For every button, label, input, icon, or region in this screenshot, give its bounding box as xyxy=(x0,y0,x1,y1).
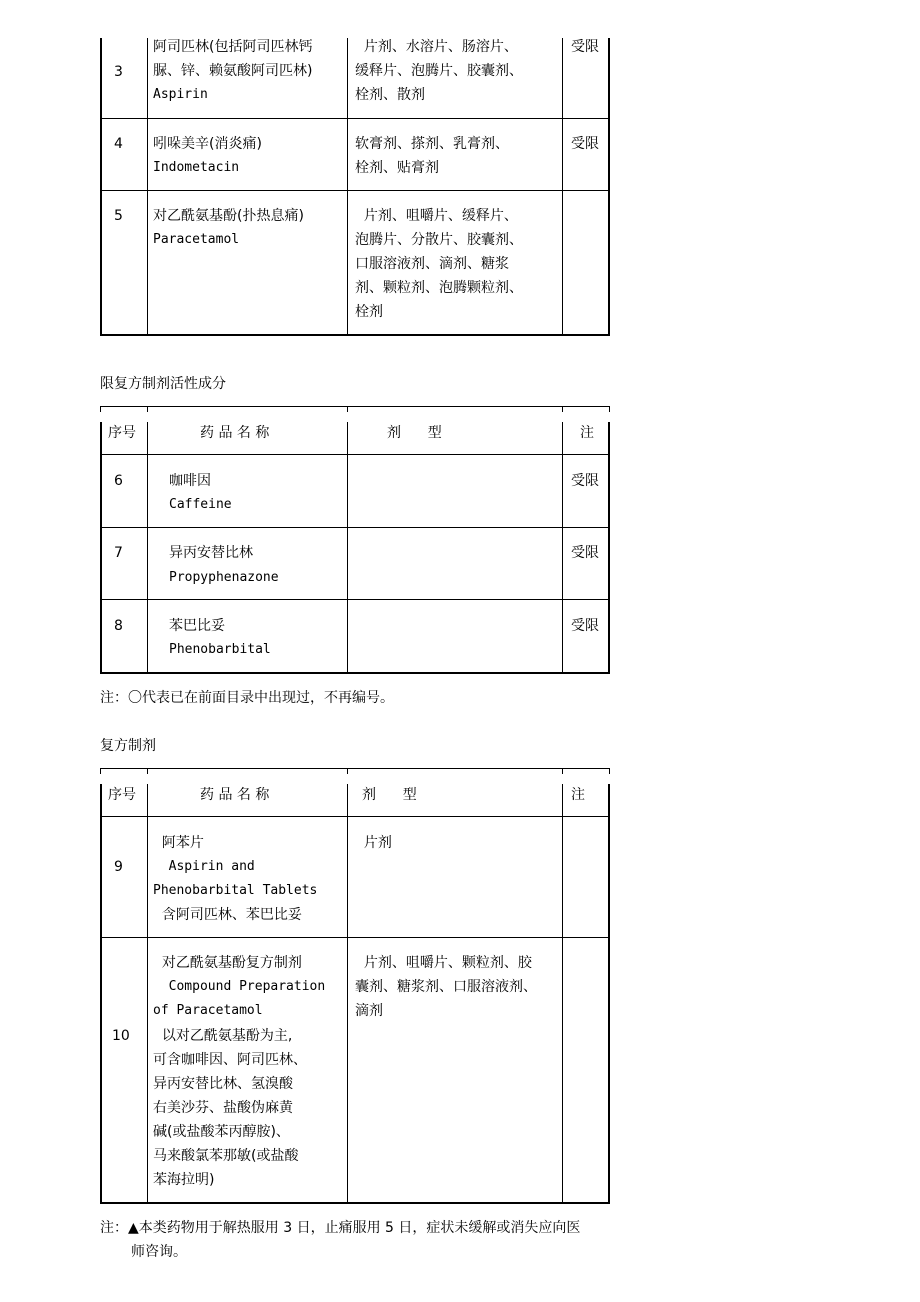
section-title: 复方制剂 xyxy=(100,738,156,754)
dosage-form-line: 缓释片、泡腾片、胶囊剂、 xyxy=(355,63,523,79)
dosage-form-line: 片剂 xyxy=(355,835,392,851)
dosage-form-line: 栓剂 xyxy=(355,304,383,320)
column-divider xyxy=(347,422,348,674)
table-border-right xyxy=(608,784,610,1204)
footnote: 注：〇代表已在前面目录中出现过，不再编号。 xyxy=(100,690,394,706)
drug-name-en: Propyphenazone xyxy=(169,570,279,585)
footnote-continued: 师咨询。 xyxy=(131,1244,187,1260)
header-form: 剂 型 xyxy=(387,425,442,441)
drug-name-line: 异丙安替比林、氢溴酸 xyxy=(153,1076,293,1092)
row-number: 3 xyxy=(114,64,123,80)
table-border-right xyxy=(608,422,610,674)
dosage-form-line: 滴剂 xyxy=(355,1003,383,1019)
note-restricted: 受限 xyxy=(571,473,599,489)
dosage-form-line: 软膏剂、搽剂、乳膏剂、 xyxy=(355,136,509,152)
note-restricted: 受限 xyxy=(571,545,599,561)
table-border-left xyxy=(100,38,102,336)
column-divider xyxy=(562,422,563,674)
dosage-form-line: 片剂、咀嚼片、缓释片、 xyxy=(355,208,518,224)
footnote: 注：▲本类药物用于解热服用 3 日，止痛服用 5 日，症状未缓解或消失应向医 xyxy=(100,1220,581,1236)
drug-name-line: 以对乙酰氨基酚为主, xyxy=(153,1028,293,1044)
row-divider xyxy=(100,599,610,600)
column-divider xyxy=(147,422,148,674)
drug-name-en: Compound Preparation xyxy=(153,979,326,994)
drug-name-cn: 咖啡因 xyxy=(169,473,211,489)
column-divider xyxy=(147,784,148,1204)
drug-name-cn: 异丙安替比林 xyxy=(169,545,253,561)
drug-name-line: 马来酸氯苯那敏(或盐酸 xyxy=(153,1148,299,1164)
header-no: 序号 xyxy=(108,787,136,803)
table-top-border xyxy=(100,406,610,407)
drug-name-line: 对乙酰氨基酚复方制剂 xyxy=(153,955,302,971)
header-note: 注 xyxy=(580,425,594,441)
row-divider xyxy=(100,937,610,938)
row-number: 7 xyxy=(114,545,123,561)
drug-name-line: 苯海拉明) xyxy=(153,1172,215,1188)
table-bottom-border xyxy=(100,1202,610,1204)
table-3 xyxy=(100,768,610,1208)
drug-name-line: 对乙酰氨基酚(扑热息痛) xyxy=(153,208,304,224)
column-divider xyxy=(562,784,563,1204)
drug-name-en: Caffeine xyxy=(169,497,232,512)
row-number: 9 xyxy=(114,859,123,875)
table-2 xyxy=(100,406,610,676)
drug-name-en: Phenobarbital xyxy=(169,642,271,657)
dosage-form-line: 剂、颗粒剂、泡腾颗粒剂、 xyxy=(355,280,523,296)
row-divider xyxy=(100,527,610,528)
drug-name-line: 阿苯片 xyxy=(153,835,204,851)
drug-name-en: Aspirin and xyxy=(153,859,255,874)
table-border-left xyxy=(100,784,102,1204)
header-name: 药 品 名 称 xyxy=(200,425,270,441)
dosage-form-line: 栓剂、散剂 xyxy=(355,87,425,103)
dosage-form-line: 栓剂、贴膏剂 xyxy=(355,160,439,176)
drug-name-en: of Paracetamol xyxy=(153,1003,263,1018)
header-divider xyxy=(100,816,610,817)
table-border-right xyxy=(608,38,610,336)
row-number: 4 xyxy=(114,136,123,152)
table-top-border xyxy=(100,768,610,769)
drug-name-line: 脲、锌、赖氨酸阿司匹林) xyxy=(153,63,313,79)
table-border-left xyxy=(100,422,102,674)
table-bottom-border xyxy=(100,672,610,674)
section-title: 限复方制剂活性成分 xyxy=(100,376,226,392)
dosage-form-line: 泡腾片、分散片、胶囊剂、 xyxy=(355,232,523,248)
drug-name-line: 碱(或盐酸苯丙醇胺)、 xyxy=(153,1124,290,1140)
drug-name-en: Paracetamol xyxy=(153,232,240,247)
row-divider xyxy=(100,118,610,119)
row-number: 10 xyxy=(112,1028,130,1044)
drug-name-en: Indometacin xyxy=(153,160,240,175)
table-1 xyxy=(100,34,610,338)
header-name: 药 品 名 称 xyxy=(200,787,270,803)
dosage-form-line: 片剂、水溶片、肠溶片、 xyxy=(355,39,518,55)
note-restricted: 受限 xyxy=(571,136,599,152)
header-note: 注 xyxy=(571,787,585,803)
drug-name-en: Aspirin xyxy=(153,87,208,102)
row-number: 8 xyxy=(114,618,123,634)
row-number: 6 xyxy=(114,473,123,489)
drug-name-en: Phenobarbital Tablets xyxy=(153,883,318,898)
header-form: 剂 型 xyxy=(362,787,417,803)
drug-name-line: 右美沙芬、盐酸伪麻黄 xyxy=(153,1100,293,1116)
table-bottom-border xyxy=(100,334,610,336)
note-restricted: 受限 xyxy=(571,618,599,634)
header-divider xyxy=(100,454,610,455)
dosage-form-line: 囊剂、糖浆剂、口服溶液剂、 xyxy=(355,979,537,995)
column-divider xyxy=(347,38,348,336)
column-divider xyxy=(147,38,148,336)
dosage-form-line: 口服溶液剂、滴剂、糖浆 xyxy=(355,256,509,272)
header-no: 序号 xyxy=(108,425,136,441)
drug-name-line: 含阿司匹林、苯巴比妥 xyxy=(153,907,302,923)
column-divider xyxy=(562,38,563,336)
drug-name-line: 阿司匹林(包括阿司匹林钙 xyxy=(153,39,313,55)
dosage-form-line: 片剂、咀嚼片、颗粒剂、胶 xyxy=(355,955,532,971)
column-divider xyxy=(347,784,348,1204)
drug-name-cn: 苯巴比妥 xyxy=(169,618,225,634)
row-number: 5 xyxy=(114,208,123,224)
drug-name-line: 可含咖啡因、阿司匹林、 xyxy=(153,1052,307,1068)
row-divider xyxy=(100,190,610,191)
note-restricted: 受限 xyxy=(571,39,599,55)
drug-name-line: 吲哚美辛(消炎痛) xyxy=(153,136,262,152)
